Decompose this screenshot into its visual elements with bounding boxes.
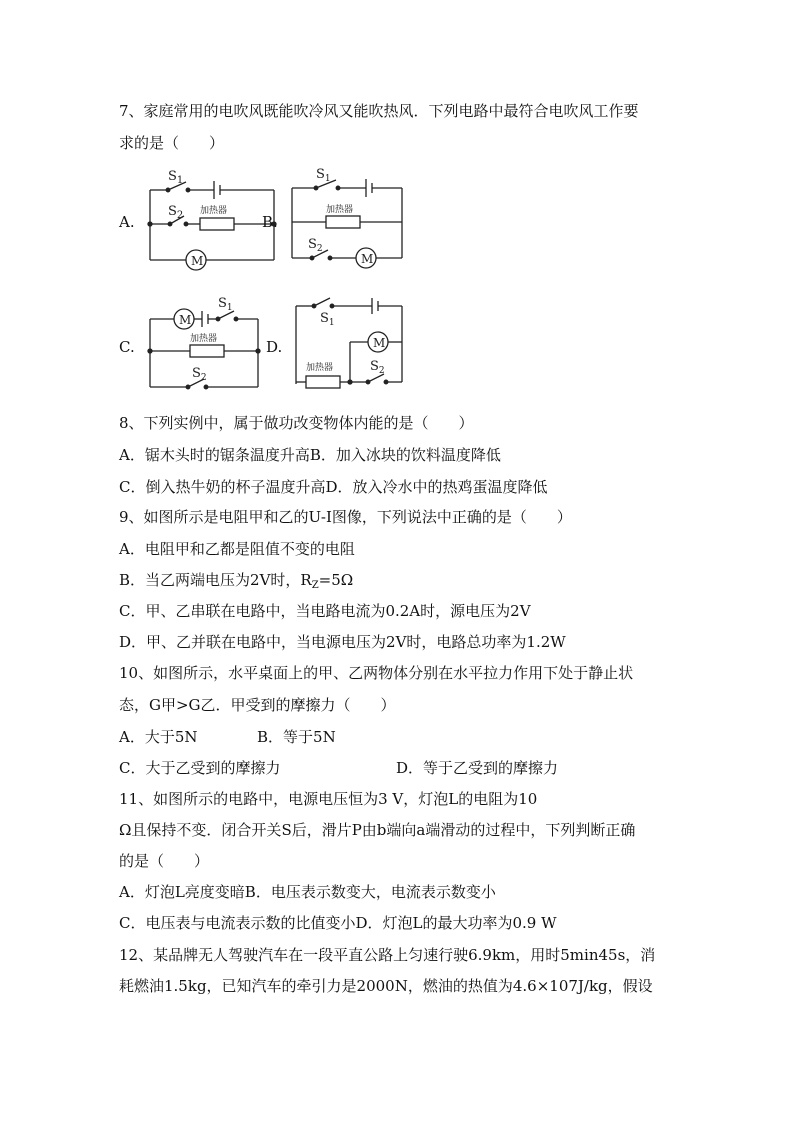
q7-d-motor-label: M xyxy=(373,336,386,350)
q9-option-d: D．甲、乙并联在电路中，当电源电压为2V时，电路总功率为1.2W xyxy=(119,633,566,651)
q11-options-cd: C．电压表与电流表示数的比值变小D．灯泡L的最大功率为0.9 W xyxy=(119,914,557,932)
q9-option-a: A．电阻甲和乙都是阻值不变的电阻 xyxy=(119,540,355,558)
q11-stem-line3: 的是（ ） xyxy=(119,852,210,870)
q7-d-switch1-label: $S_1$ xyxy=(320,311,335,328)
q7-stem-line2: 求的是（ ） xyxy=(119,134,225,152)
q7-d-switch2-label: $S_2$ xyxy=(370,359,385,376)
q7-circuit-a xyxy=(148,168,278,276)
q9-option-b: B．当乙两端电压为2V时，$R_Z=5\Omega$ xyxy=(119,571,354,591)
q8-options-ab: A．锯木头时的锯条温度升高B．加入冰块的饮料温度降低 xyxy=(119,446,501,464)
q7-a-switch1-label: $S_1$ xyxy=(168,169,184,186)
q7-c-heater-label: 加热器 xyxy=(190,334,218,344)
q7-b-switch1-label: $S_1$ xyxy=(316,167,331,184)
q7-a-switch2-label: $S_2$ xyxy=(168,204,184,221)
q7-b-switch2-label: $S_2$ xyxy=(308,237,323,254)
q7-a-heater-label: 加热器 xyxy=(200,206,228,216)
q7-option-a-label: A. xyxy=(119,213,135,231)
q7-b-motor-label: M xyxy=(361,252,374,266)
q10-option-d: D．等于乙受到的摩擦力 xyxy=(396,759,559,777)
q7-a-motor-label: M xyxy=(191,254,204,268)
q7-b-heater-label: 加热器 xyxy=(326,205,354,215)
q10-stem-line1: 10、如图所示，水平桌面上的甲、乙两物体分别在水平拉力作用下处于静止状 xyxy=(119,664,634,682)
q7-stem-line1: 7、家庭常用的电吹风既能吹冷风又能吹热风．下列电路中最符合电吹风工作要 xyxy=(119,102,639,120)
q10-stem-line2: 态，G甲>G乙．甲受到的摩擦力（ ） xyxy=(119,696,396,714)
q7-c-switch2-label: $S_2$ xyxy=(192,366,207,383)
q8-options-cd: C．倒入热牛奶的杯子温度升高D．放入冷水中的热鸡蛋温度降低 xyxy=(119,478,548,496)
q10-option-c: C．大于乙受到的摩擦力 xyxy=(119,759,281,777)
q11-stem-line2: Ω且保持不变．闭合开关S后，滑片P由b端向a端滑动的过程中，下列判断正确 xyxy=(119,821,636,839)
q7-circuit-d xyxy=(292,294,408,390)
q7-circuit-c xyxy=(146,295,262,395)
q11-stem-line1: 11、如图所示的电路中，电源电压恒为3 V，灯泡L的电阻为10 xyxy=(119,790,538,808)
q7-d-heater-label: 加热器 xyxy=(306,363,334,373)
q7-option-b-label: B. xyxy=(262,213,278,231)
q12-stem-line1: 12、某品牌无人驾驶汽车在一段平直公路上匀速行驶6.9km，用时5min45s，消 xyxy=(119,946,656,964)
q7-circuit-b xyxy=(288,168,406,274)
q9-option-c: C．甲、乙串联在电路中，当电路电流为0.2A时，源电压为2V xyxy=(119,602,531,620)
q9-stem: 9、如图所示是电阻甲和乙的U-I图像，下列说法中正确的是（ ） xyxy=(119,508,572,526)
q10-option-a: A．大于5N xyxy=(119,728,198,746)
q11-options-ab: A．灯泡L亮度变暗B．电压表示数变大，电流表示数变小 xyxy=(119,883,496,901)
q7-c-motor-label: M xyxy=(179,313,192,327)
q7-option-d-label: D. xyxy=(266,338,283,356)
q8-stem: 8、下列实例中，属于做功改变物体内能的是（ ） xyxy=(119,414,474,432)
q7-c-switch1-label: $S_1$ xyxy=(218,296,233,313)
q12-stem-line2: 耗燃油1.5kg，已知汽车的牵引力是2000N，燃油的热值为4.6×107J/kg，假设 xyxy=(119,977,653,995)
q7-option-c-label: C. xyxy=(119,338,135,356)
q10-option-b: B．等于5N xyxy=(257,728,336,746)
